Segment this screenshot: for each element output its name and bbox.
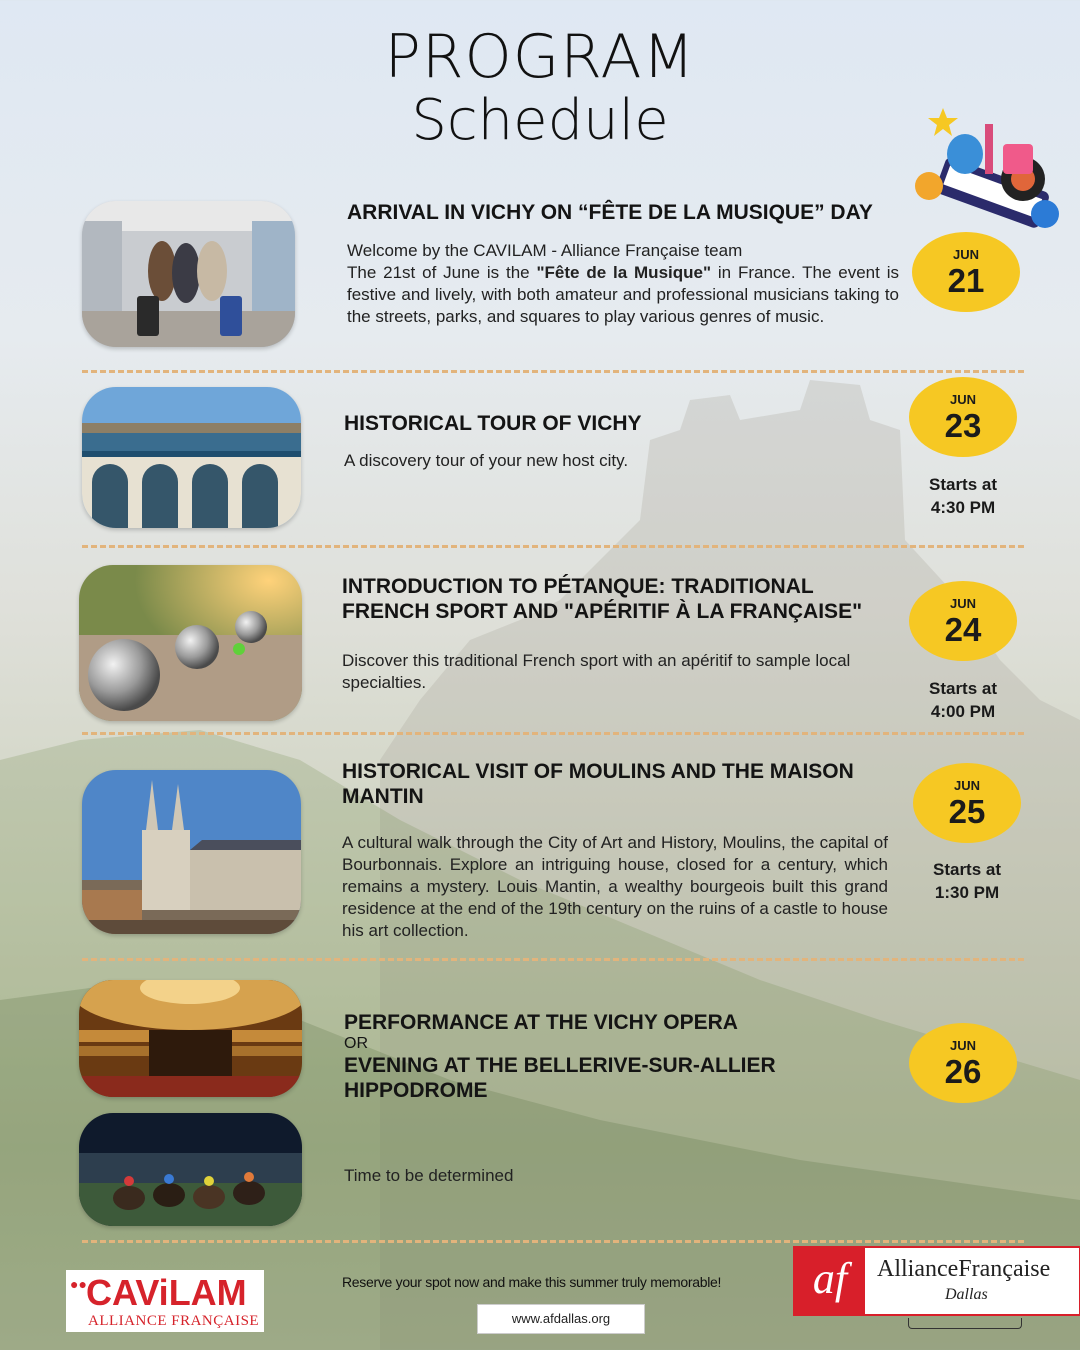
event-4-date-badge [913,763,1021,843]
event-2-month: JUN [949,392,976,407]
event-3-day: 24 [944,611,982,648]
event-5-heading-line1: PERFORMANCE AT THE VICHY OPERA [344,1011,738,1034]
event-2-starts-time: 4:30 PM [930,498,996,517]
af-logo-mark: af [795,1248,865,1314]
event-4-heading [342,759,902,809]
event-5-day: 26 [944,1053,982,1090]
event-4-heading-line2: MANTIN [342,785,424,808]
event-4-starts-label: Starts at [932,860,1002,879]
event-5-or: OR [344,1035,368,1052]
event-1-desc-post: in France. The event is festive and lively, with both amateur and professional musicians taking to the streets, parks, and squares to play various genres of music. [347,263,899,326]
event-1-heading: ARRIVAL IN VICHY ON “FÊTE DE LA MUSIQUE” DAY [347,201,873,224]
event-5-month: JUN [949,1038,976,1053]
event-1-date-badge [912,232,1020,312]
music-instruments-illustration [903,104,1063,254]
divider-2 [82,545,1024,548]
event-3-heading-line1: INTRODUCTION TO PÉTANQUE: TRADITIONAL [342,575,814,598]
photo-horse-race [79,1113,302,1226]
af-logo-city: Dallas [945,1286,988,1303]
website-link[interactable]: www.afdallas.org [477,1304,645,1334]
event-3-start-time [908,677,1018,723]
event-1-day: 21 [947,262,985,299]
photo-travelers-arriving [82,201,295,347]
event-3-starts-time: 4:00 PM [930,702,996,721]
event-1-month: JUN [952,247,979,262]
cavilam-logo-subtitle: ALLIANCE FRANÇAISE [88,1313,260,1329]
event-2-date-badge [909,377,1017,457]
event-4-month: JUN [953,778,980,793]
event-4-start-time [912,858,1022,904]
cavilam-logo-name: CAViLAM [86,1272,247,1313]
divider-3 [82,732,1024,735]
event-4-day: 25 [948,793,986,830]
photo-vichy-opera [79,980,302,1097]
event-1-description [347,240,899,328]
page-title-line1: PROGRAM [384,22,696,92]
divider-5 [82,1240,1024,1243]
event-1-desc-pre: The 21st of June is the [347,263,537,282]
alliance-francaise-dallas-logo [793,1246,1080,1316]
event-3-heading-line2: FRENCH SPORT AND "APÉRITIF À LA FRANÇAISE" [342,600,863,623]
event-3-description: Discover this traditional French sport with an apéritif to sample local specialties. [342,651,851,692]
af-logo-name: AllianceFrançaise [877,1256,1051,1282]
event-3-starts-label: Starts at [928,679,998,698]
divider-4 [82,958,1024,961]
event-5-heading-line2: EVENING AT THE BELLERIVE-SUR-ALLIER [344,1054,776,1077]
event-2-description: A discovery tour of your new host city. [344,451,629,470]
event-2-heading: HISTORICAL TOUR OF VICHY [344,412,642,435]
event-3-month: JUN [949,596,976,611]
event-4-heading-line1: HISTORICAL VISIT OF MOULINS AND THE MAISON [342,760,854,783]
event-5-date-badge [909,1023,1017,1103]
event-4-starts-time: 1:30 PM [934,883,1000,902]
event-1-desc-bold: "Fête de la Musique" [536,263,712,282]
event-3-date-badge [909,581,1017,661]
af-logo-underline [908,1318,1022,1329]
cavilam-logo [66,1270,264,1332]
photo-moulins-cathedral [82,770,301,934]
page-title-line2: Schedule [411,88,669,153]
event-5-heading [344,1010,904,1103]
event-5-heading-line3: HIPPODROME [344,1079,488,1102]
event-2-start-time [908,473,1018,519]
event-2-starts-label: Starts at [928,475,998,494]
footer-tagline: Reserve your spot now and make this summer truly memorable! [342,1274,722,1290]
cavilam-speech-icon: ●● [70,1276,87,1292]
event-5-description: Time to be determined [344,1166,514,1185]
event-2-day: 23 [944,407,982,444]
event-1-desc-line1: Welcome by the CAVILAM - Alliance Française team [347,241,743,260]
event-4-description: A cultural walk through the City of Art and History, Moulins, the capital of Bourbonnais. Explore an intriguing house, closed for a century, which remains a mystery. Louis Mantin, a wealthy bourgeois built this grand residence at the end of the 19th century on the ruins of a castle to house his art collection. [342,833,888,940]
photo-vichy-pavilion [82,387,301,528]
photo-petanque-balls [79,565,302,721]
divider-1 [82,370,1024,373]
event-3-heading [342,574,902,624]
